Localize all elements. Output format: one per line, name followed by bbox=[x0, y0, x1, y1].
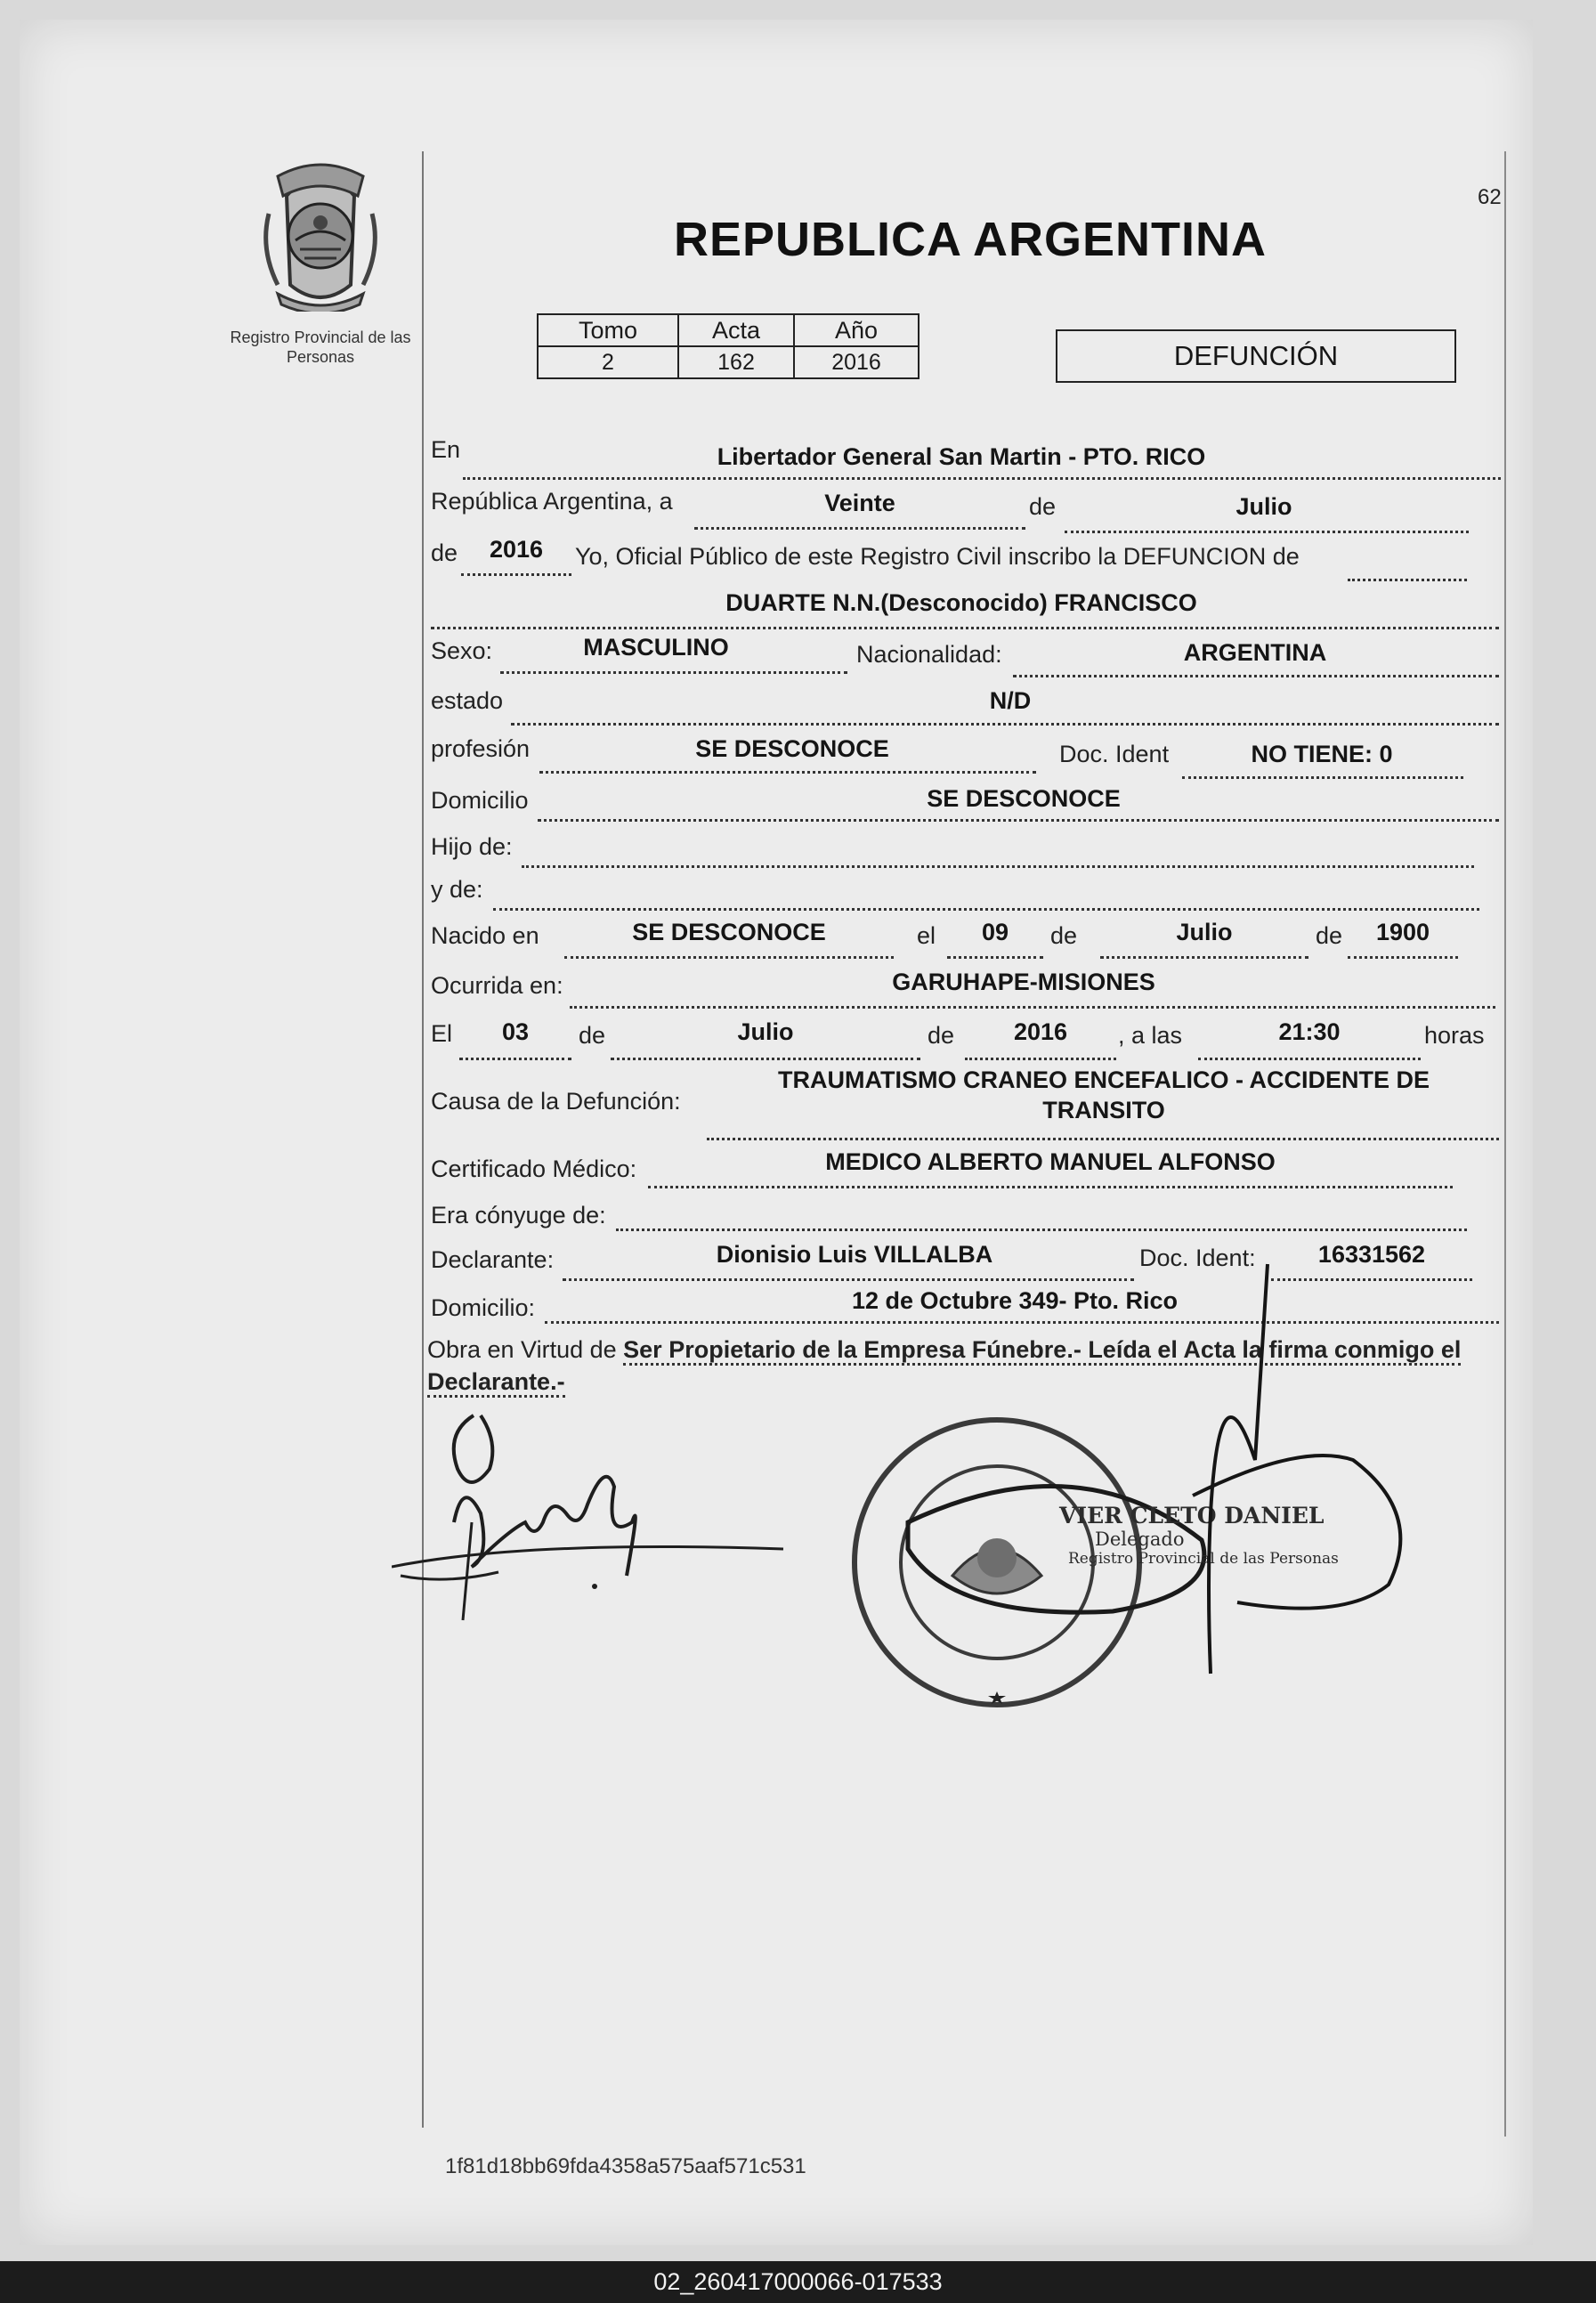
profesion-label: profesión bbox=[431, 735, 531, 762]
deceased-name: DUARTE N.N.(Desconocido) FRANCISCO bbox=[725, 589, 1197, 616]
causa-label: Causa de la Defunción: bbox=[431, 1088, 681, 1115]
certificado-label: Certificado Médico: bbox=[431, 1156, 637, 1182]
reference-header-row bbox=[538, 314, 919, 346]
estado-value: N/D bbox=[989, 687, 1032, 714]
birth-place: SE DESCONOCE bbox=[632, 919, 826, 945]
death-month: Julio bbox=[737, 1018, 794, 1045]
nacido-label: Nacido en bbox=[431, 922, 539, 949]
date-de-label: de bbox=[1029, 493, 1057, 520]
right-margin-rule bbox=[1504, 151, 1506, 2137]
reference-table bbox=[537, 313, 920, 379]
registration-day: Veinte bbox=[824, 490, 895, 516]
registry-name: Registro Provincial de las Personas bbox=[230, 328, 411, 366]
nacido-el-label: el bbox=[917, 922, 936, 949]
tomo-header: Tomo bbox=[538, 314, 678, 346]
obra-value: Ser Propietario de la Empresa Fúnebre.- Leída el Acta la firma conmigo el Declarante.- bbox=[427, 1336, 1461, 1398]
hijo-de-blank bbox=[522, 831, 1474, 868]
declarante-doc-value: 16331562 bbox=[1317, 1241, 1426, 1268]
deed-type-box: DEFUNCIÓN bbox=[1056, 329, 1456, 383]
ocurrida-label: Ocurrida en: bbox=[431, 972, 563, 999]
inscription-blank bbox=[1348, 545, 1467, 581]
nacionalidad-value: ARGENTINA bbox=[1183, 639, 1327, 666]
declarante-label: Declarante: bbox=[431, 1246, 555, 1273]
death-day: 03 bbox=[501, 1018, 530, 1045]
ano-value: 2016 bbox=[794, 346, 919, 378]
year-de-label: de bbox=[431, 539, 458, 566]
ocurrida-value: GARUHAPE-MISIONES bbox=[892, 969, 1155, 995]
nacido-de2-label: de bbox=[1316, 922, 1343, 949]
en-value: Libertador General San Martin - PTO. RICO bbox=[717, 443, 1206, 470]
y-de-blank bbox=[493, 874, 1479, 911]
scan-id-bar: 02_260417000066-017533 bbox=[0, 2261, 1596, 2303]
fecha-horas-label: horas bbox=[1424, 1022, 1485, 1049]
tomo-value: 2 bbox=[538, 346, 678, 378]
causa-value bbox=[712, 1065, 1495, 1125]
death-time: 21:30 bbox=[1278, 1018, 1341, 1045]
birth-year: 1900 bbox=[1375, 919, 1430, 945]
fecha-alas-label: , a las bbox=[1118, 1022, 1183, 1049]
doc-ident-value: NO TIENE: 0 bbox=[1251, 741, 1393, 767]
misiones-crest-icon bbox=[251, 160, 390, 312]
domicilio-declarante-value: 12 de Octubre 349- Pto. Rico bbox=[851, 1287, 1179, 1314]
estado-label: estado bbox=[431, 687, 504, 714]
republica-label: República Argentina, a bbox=[431, 488, 673, 515]
official-name: VIER CLETO DANIEL bbox=[1059, 1503, 1325, 1529]
official-office: Registro Provincial de las Personas bbox=[1068, 1550, 1339, 1568]
birth-day: 09 bbox=[981, 919, 1009, 945]
birth-month: Julio bbox=[1176, 919, 1233, 945]
sexo-value: MASCULINO bbox=[583, 634, 729, 661]
official-role: Delegado bbox=[1095, 1529, 1185, 1550]
declarant-signature bbox=[392, 1398, 819, 1629]
fecha-de-label: de bbox=[579, 1022, 606, 1049]
page-number: 62 bbox=[1478, 185, 1502, 209]
conyuge-blank bbox=[616, 1195, 1467, 1231]
en-label: En bbox=[431, 436, 461, 463]
declarante-value: Dionisio Luis VILLALBA bbox=[716, 1241, 993, 1268]
sexo-label: Sexo: bbox=[431, 637, 493, 664]
declarante-doc-label: Doc. Ident: bbox=[1139, 1245, 1256, 1271]
left-margin-rule bbox=[422, 151, 424, 2128]
ano-header: Año bbox=[794, 314, 919, 346]
y-de-label: y de: bbox=[431, 876, 483, 903]
inscription-text: Yo, Oficial Público de este Registro Civil inscribo la DEFUNCION de bbox=[575, 543, 1300, 570]
reference-value-row bbox=[538, 346, 919, 378]
nacionalidad-label: Nacionalidad: bbox=[856, 641, 1002, 668]
obra-label: Obra en Virtud de bbox=[427, 1336, 617, 1363]
domicilio-declarante-label: Domicilio: bbox=[431, 1294, 536, 1321]
profesion-value: SE DESCONOCE bbox=[695, 735, 889, 762]
causa-line-1: TRAUMATISMO CRANEO ENCEFALICO - ACCIDENTE DE bbox=[778, 1066, 1430, 1093]
acta-value: 162 bbox=[678, 346, 794, 378]
document-heading: REPUBLICA ARGENTINA bbox=[674, 213, 1267, 266]
fecha-de2-label: de bbox=[928, 1022, 955, 1049]
fecha-el-label: El bbox=[431, 1020, 453, 1047]
domicilio-value: SE DESCONOCE bbox=[927, 785, 1121, 812]
acta-header: Acta bbox=[678, 314, 794, 346]
official-signature bbox=[926, 1246, 1424, 1691]
nacido-de-label: de bbox=[1050, 922, 1078, 949]
death-year: 2016 bbox=[1013, 1018, 1068, 1045]
doc-ident-label: Doc. Ident bbox=[1059, 741, 1170, 767]
certificado-value: MEDICO ALBERTO MANUEL ALFONSO bbox=[825, 1148, 1276, 1175]
domicilio-label: Domicilio bbox=[431, 787, 529, 814]
registration-month: Julio bbox=[1235, 493, 1292, 520]
conyuge-label: Era cónyuge de: bbox=[431, 1202, 606, 1229]
registration-year: 2016 bbox=[489, 536, 544, 563]
causa-line-2: TRANSITO bbox=[1042, 1097, 1165, 1123]
hijo-de-label: Hijo de: bbox=[431, 833, 513, 860]
document-hash: 1f81d18bb69fda4358a575aaf571c531 bbox=[445, 2154, 806, 2178]
